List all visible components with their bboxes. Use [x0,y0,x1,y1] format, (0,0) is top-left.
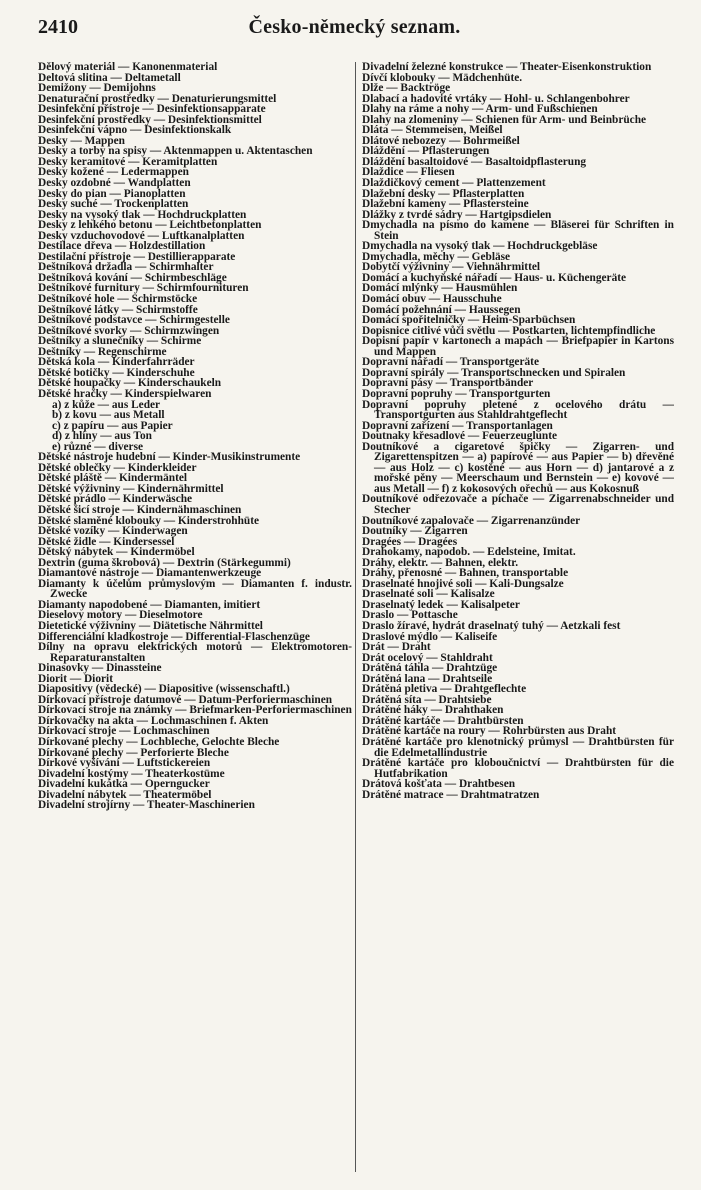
right-column [362,62,674,1177]
page-number: 2410 [38,16,78,38]
dictionary-entry: Dírkové vyšívání — Luftstickereien [38,757,211,770]
dictionary-entry: Diamanty k účelům průmyslovým — Diamanten f. industr. Zwecke [38,577,352,601]
dictionary-entry: Domácí mlýnky — Hausmühlen [362,282,518,295]
dictionary-entry: Dietetické výživniny — Diätetische Nährmittel [38,619,263,632]
dictionary-entry: Dětské houpačky — Kinderschaukeln [38,377,222,390]
dictionary-entry: Diorit — Diorit [38,672,113,685]
dictionary-entry: Desky ozdobné — Wandplatten [38,177,191,190]
dictionary-entry: Denaturační prostředky — Denaturierungsmittel [38,92,277,105]
dictionary-entry: Draslo — Pottasche [362,609,458,622]
dictionary-entry: Deštníky — Regenschirme [38,345,167,358]
dictionary-entry: Desky keramitové — Keramitplatten [38,155,218,168]
dictionary-entry: Dláždění basaltoidové — Basaltoidpflasterung [362,155,587,168]
dictionary-entry: Draslové mýdlo — Kaliseife [362,630,498,643]
column-divider [355,62,356,1172]
dictionary-entry: Drátěná lana — Drahtseile [362,672,493,685]
dictionary-entry: Deštníkové svorky — Schirmzwingen [38,324,220,337]
dictionary-entry: Dětské vozíky — Kinderwagen [38,525,188,538]
dictionary-entry: Deštníkové podstavce — Schirmgestelle [38,314,230,327]
dictionary-entry: Dopravní popruhy pletené z ocelového drátu — Transportgurten aus Stahldrahtgeflecht [362,398,674,422]
dictionary-entry: Doutníkové zapalovače — Zigarrenanzünder [362,514,581,527]
dictionary-entry: Dopravní pásy — Transportbänder [362,377,534,390]
page-title: Česko-německý seznam. [248,16,461,38]
dictionary-entry: Dírkovačky na akta — Lochmaschinen f. Akten [38,714,269,727]
dictionary-entry: Dětská kola — Kinderfahrräder [38,356,195,369]
dictionary-entry: Dětské nástroje hudební — Kinder-Musikinstrumente [38,451,301,464]
dictionary-entry: Dlahy na zlomeniny — Schienen für Arm- und Beinbrüche [362,113,647,126]
dictionary-entry: Dopravní zařízení — Transportanlagen [362,419,553,432]
dictionary-entry: Dragées — Dragées [362,535,458,548]
dictionary-entry: Dinasovky — Dinassteine [38,662,162,675]
dictionary-entry: b) z kovu — aus Metall [52,409,165,422]
dictionary-entry: Drátěná pletiva — Drahtgeflechte [362,683,527,696]
dictionary-entry: Dmychadla, měchy — Gebläse [362,250,511,263]
dictionary-entry: Drát ocelový — Stahldraht [362,651,493,664]
dictionary-entry: Dláždění — Pflasterungen [362,145,490,158]
dictionary-entry: Drátěné kartáče pro klenotnický průmysl — Drahtbürsten für die Edelmetallindustrie [362,736,674,759]
dictionary-entry: Drátěná táhla — Drahtzüge [362,662,498,675]
dictionary-entry: Dětské pláště — Kindermäntel [38,472,188,485]
dictionary-entry: Domácí a kuchyňské nářadí — Haus- u. Küchengeräte [362,271,627,284]
dictionary-entry: Desky a torby na spisy — Aktenmappen u. Aktentaschen [38,145,313,158]
dictionary-entry: Differenciální kladkostroje — Differential-Flaschenzüge [38,630,310,643]
dictionary-entry: Dlaždičkový cement — Plattenzement [362,177,546,190]
dictionary-entry: Dmychadla na vysoký tlak — Hochdruckgebläse [362,240,598,253]
dictionary-entry: Dopravní nářadí — Transportgeräte [362,356,539,369]
dictionary-entry: Draslo žíravé, hydrát draselnatý tuhý — Aetzkali fest [362,619,621,632]
dictionary-entry: Dílny na opravu elektrických motorů — Elektromotoren-Reparaturanstalten [38,641,352,664]
dictionary-entry: Drátěná síta — Drahtsiebe [362,693,492,706]
dictionary-entry: Dlažební kameny — Pflastersteine [362,198,529,211]
dictionary-entry: Desky — Mappen [38,134,125,147]
dictionary-entry: Dětské židle — Kindersessel [38,535,175,548]
dictionary-entry: Dětské prádlo — Kinderwäsche [38,493,193,506]
dictionary-entry: Deštníková kování — Schirmbeschläge [38,271,227,284]
dictionary-entry: Divadelní kukátka — Operngucker [38,778,210,791]
dictionary-entry: Dláta — Stemmeisen, Meißel [362,124,503,137]
dictionary-entry: Dopisnice citlivé vůči světlu — Postkarten, lichtempfindliche [362,324,656,337]
dictionary-entry: Drátěné kartáče — Drahtbürsten [362,714,524,727]
dictionary-entry: Drahokamy, napodob. — Edelsteine, Imitat. [362,546,576,559]
dictionary-entry: Dětské botičky — Kinderschuhe [38,366,195,379]
dictionary-entry: d) z hlíny — aus Ton [52,430,152,443]
dictionary-entry: Desinfekční vápno — Desinfektionskalk [38,124,232,137]
dictionary-entry: Dobytčí výživniny — Viehnährmittel [362,261,541,274]
dictionary-entry: Dírkovací stroje na známky — Briefmarken-Perforiermaschinen [38,704,352,717]
dictionary-entry: Divadelní nábytek — Theatermöbel [38,788,212,801]
dictionary-entry: Diapositivy (vědecké) — Diapositive (wissenschaftl.) [38,683,290,696]
dictionary-entry: Doutníky — Zigarren [362,525,468,538]
dictionary-entry: Dětské šicí stroje — Kindernähmaschinen [38,503,242,516]
dictionary-entry: Deštníky a slunečníky — Schirme [38,335,202,348]
dictionary-entry: Desinfekční přístroje — Desinfektionsapparate [38,103,266,116]
dictionary-entry: Desky z lehkého betonu — Leichtbetonplatten [38,219,262,232]
dictionary-entry: Domácí obuv — Hausschuhe [362,293,502,306]
dictionary-entry: Drát — Draht [362,641,431,654]
dictionary-entry: Desky vzduchovodové — Luftkanalplatten [38,229,245,242]
dictionary-entry: Dětské výživniny — Kindernährmittel [38,482,224,495]
dictionary-entry: Dopravní popruhy — Transportgurten [362,387,551,400]
dictionary-entry: Destilační přístroje — Destillierapparate [38,250,236,263]
dictionary-entry: Dieselovy motory — Dieselmotore [38,609,203,622]
dictionary-entry: e) různé — diverse [52,440,144,453]
dictionary-entry: Domácí požehnání — Haussegen [362,303,521,316]
dictionary-entry: Dírkovací přístroje datumové — Datum-Perforiermaschinen [38,693,333,706]
dictionary-entry: Dopisní papír v kartonech a mapách — Briefpapier in Kartons und Mappen [362,335,674,358]
dictionary-entry: Domácí spořitelničky — Heim-Sparbüchsen [362,314,576,327]
dictionary-entry: Dopravní spirály — Transportschnecken und Spiralen [362,366,626,379]
dictionary-entry: Drátěné kartáče na roury — Rohrbürsten aus Draht [362,725,617,738]
dictionary-entry: Drátěné matrace — Drahtmatratzen [362,788,540,801]
dictionary-entry: Desky suché — Trockenplatten [38,198,189,211]
dictionary-entry: Draselnatý ledek — Kalisalpeter [362,598,520,611]
dictionary-entry: Draselnaté soli — Kalisalze [362,588,495,601]
dictionary-entry: a) z kůže — aus Leder [52,398,161,411]
dictionary-entry: Dextrin (guma škrobová) — Dextrin (Stärkegummi) [38,556,291,569]
dictionary-entry: Dětský nábytek — Kindermöbel [38,546,195,559]
dictionary-entry: Deštníkové látky — Schirmstoffe [38,303,198,316]
dictionary-entry: Drátěné kartáče pro kloboučnictví — Drahtbürsten für die Hutfabrikation [362,757,674,780]
dictionary-entry: Dírkované plechy — Lochbleche, Gelochte Bleche [38,736,280,748]
dictionary-entry: Dívčí klobouky — Mädchenhüte. [362,71,523,84]
dictionary-entry: Draselnaté hnojivé soli — Kali-Dungsalze [362,577,564,590]
dictionary-entry: c) z papíru — aus Papier [52,419,173,432]
dictionary-entry: Dmychadla na písmo do kamene — Bläserei für Schriften in Stein [362,219,674,242]
dictionary-entry: Dírkované plechy — Perforierte Bleche [38,746,229,759]
dictionary-entry: Destilace dřeva — Holzdestillation [38,240,206,253]
dictionary-entry: Divadelní strojírny — Theater-Maschinerien [38,799,255,812]
dictionary-entry: Doutnaky křesadlové — Feuerzeuglunte [362,430,558,443]
dictionary-entry: Diamantové nástroje — Diamantenwerkzeuge [38,567,262,580]
dictionary-entry: Desky kožené — Ledermappen [38,166,189,179]
dictionary-entry: Demižony — Demijohns [38,82,156,95]
dictionary-entry: Dlaždice — Fliesen [362,166,455,179]
dictionary-entry: Dlabací a hadovité vrtáky — Hohl- u. Schlangenbohrer [362,92,630,105]
dictionary-entry: Drátová košťata — Drahtbesen [362,778,516,791]
page-header [30,16,679,46]
dictionary-entry: Doutníkové a cigaretové špičky — Zigarren- und Zigarettenspitzen — a) papírové — aus Papier — b) dřevěné — aus Holz — c) kostěné — aus Horn — d) jantarové a z mořské pěny — Meerschaum und Bernstein — e) kovové — aus Metall — f) z kokosových ořechů — aus Kokosnuß [362,440,674,495]
dictionary-entry: Dlátové nebozezy — Bohrmeißel [362,134,520,147]
dictionary-entry: Deltová slitina — Deltametall [38,71,181,84]
dictionary-entry: Dírkovací stroje — Lochmaschinen [38,725,210,738]
dictionary-entry: Dlažební desky — Pflasterplatten [362,187,525,200]
dictionary-entry: Doutníkové odřezovače a píchače — Zigarrenabschneider und Stecher [362,493,674,516]
dictionary-entry: Deštníkové hole — Schirmstöcke [38,293,198,306]
dictionary-entry: Dráhy, přenosné — Bahnen, transportable [362,567,569,580]
dictionary-entry: Diamanty napodobené — Diamanten, imitiert [38,598,261,611]
dictionary-entry: Drátěné háky — Drahthaken [362,704,504,717]
dictionary-entry: Dlahy na ráme a nohy — Arm- und Fußschienen [362,103,598,116]
dictionary-entry: Dětské oblečky — Kinderkleider [38,461,197,474]
dictionary-entry: Divadelní železné konstrukce — Theater-Eisenkonstruktion [362,62,652,73]
dictionary-entry: Desky do pian — Pianoplatten [38,187,186,200]
dictionary-entry: Divadelní kostýmy — Theaterkostüme [38,767,225,780]
left-column [38,62,352,1177]
dictionary-entry: Deštníkové furnitury — Schirmfournituren [38,282,249,295]
dictionary-entry: Dlže — Backtröge [362,82,451,95]
dictionary-entry: Dětské hračky — Kinderspielwaren [38,387,212,400]
dictionary-entry: Desinfekční prostředky — Desinfektionsmittel [38,113,262,126]
dictionary-entry: Deštníková držadla — Schirmhalter [38,261,214,274]
dictionary-entry: Dráhy, elektr. — Bahnen, elektr. [362,556,519,569]
dictionary-entry: Dětské slaměné klobouky — Kinderstrohhüte [38,514,260,527]
dictionary-entry: Desky na vysoký tlak — Hochdruckplatten [38,208,247,221]
dictionary-entry: Dlážky z tvrdé sádry — Hartgipsdielen [362,208,552,221]
dictionary-entry: Dělový materiál — Kanonenmaterial [38,62,218,73]
